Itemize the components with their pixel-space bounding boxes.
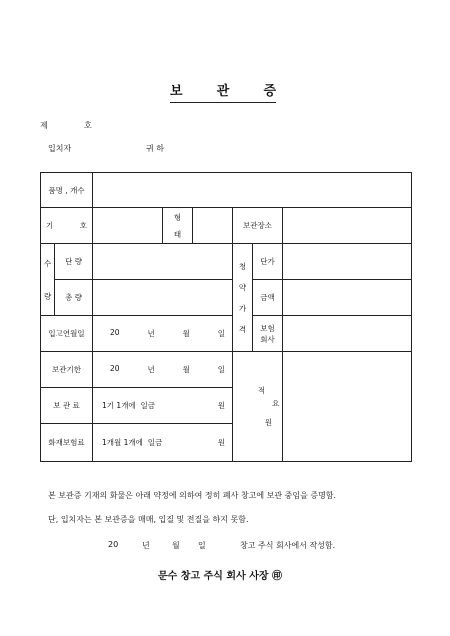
storage-fee-label: 보 관 료 [41, 388, 93, 424]
number-prefix: 제 [40, 121, 48, 130]
number-suffix: 호 [84, 121, 92, 130]
storage-certificate-table [40, 172, 412, 462]
insurance-company-label: 보험 회사 [253, 316, 283, 352]
unit-quantity-value[interactable] [93, 244, 233, 280]
company-signature: 문수 창고 주식 회사 사장 ㊞ [158, 571, 283, 582]
remarks-value[interactable] [283, 352, 412, 462]
unit-price-value[interactable] [283, 244, 412, 280]
item-count-value[interactable] [93, 173, 412, 208]
honorific: 귀 하 [146, 144, 164, 153]
entry-date-value[interactable]: 20 년 월 일 [93, 316, 233, 352]
depositor-label: 입치자 [48, 144, 72, 153]
quantity-label: 수 량 [41, 244, 55, 316]
entry-date-label: 입고연월일 [41, 316, 93, 352]
storage-place-label: 보관장소 [233, 208, 283, 244]
amount-label: 금액 [253, 280, 283, 316]
certification-text: 본 보관증 기재의 화물은 아래 약정에 의하여 정히 폐사 창고에 보관 중임을 증명함. [48, 491, 337, 500]
symbol-value[interactable] [93, 208, 163, 244]
insurance-company-value[interactable] [283, 316, 412, 352]
remarks-label: 적 요 원 [233, 352, 283, 462]
document-title [170, 80, 276, 103]
title-char-1: 보 [170, 84, 183, 99]
unit-quantity-label: 단 량 [55, 244, 93, 280]
storage-period-value[interactable]: 20 년 월 일 [93, 352, 233, 388]
contract-price-label: 청 약 가 격 [233, 244, 253, 352]
symbol-label: 기 호 [41, 208, 93, 244]
unit-price-label: 단가 [253, 244, 283, 280]
storage-place-value[interactable] [283, 208, 412, 244]
title-char-3: 증 [263, 84, 276, 99]
fire-insurance-value[interactable]: 1개월 1개에 일금 원 [93, 424, 233, 462]
fire-insurance-label: 화재보험료 [41, 424, 93, 462]
form-label: 형 태 [163, 208, 193, 244]
storage-period-label: 보관기한 [41, 352, 93, 388]
issue-date: 20 년 월 일 창고 주식 회사에서 작성함. [108, 540, 336, 550]
title-char-2: 관 [216, 84, 230, 99]
item-count-label: 품명 , 개수 [41, 173, 93, 208]
form-value[interactable] [193, 208, 233, 244]
total-quantity-value[interactable] [93, 280, 233, 316]
restriction-text: 단, 입치자는 본 보관증을 매매, 입질 및 전질을 하지 못함. [48, 515, 249, 524]
total-quantity-label: 총 량 [55, 280, 93, 316]
amount-value[interactable] [283, 280, 412, 316]
storage-fee-value[interactable]: 1기 1개에 일금 원 [93, 388, 233, 424]
